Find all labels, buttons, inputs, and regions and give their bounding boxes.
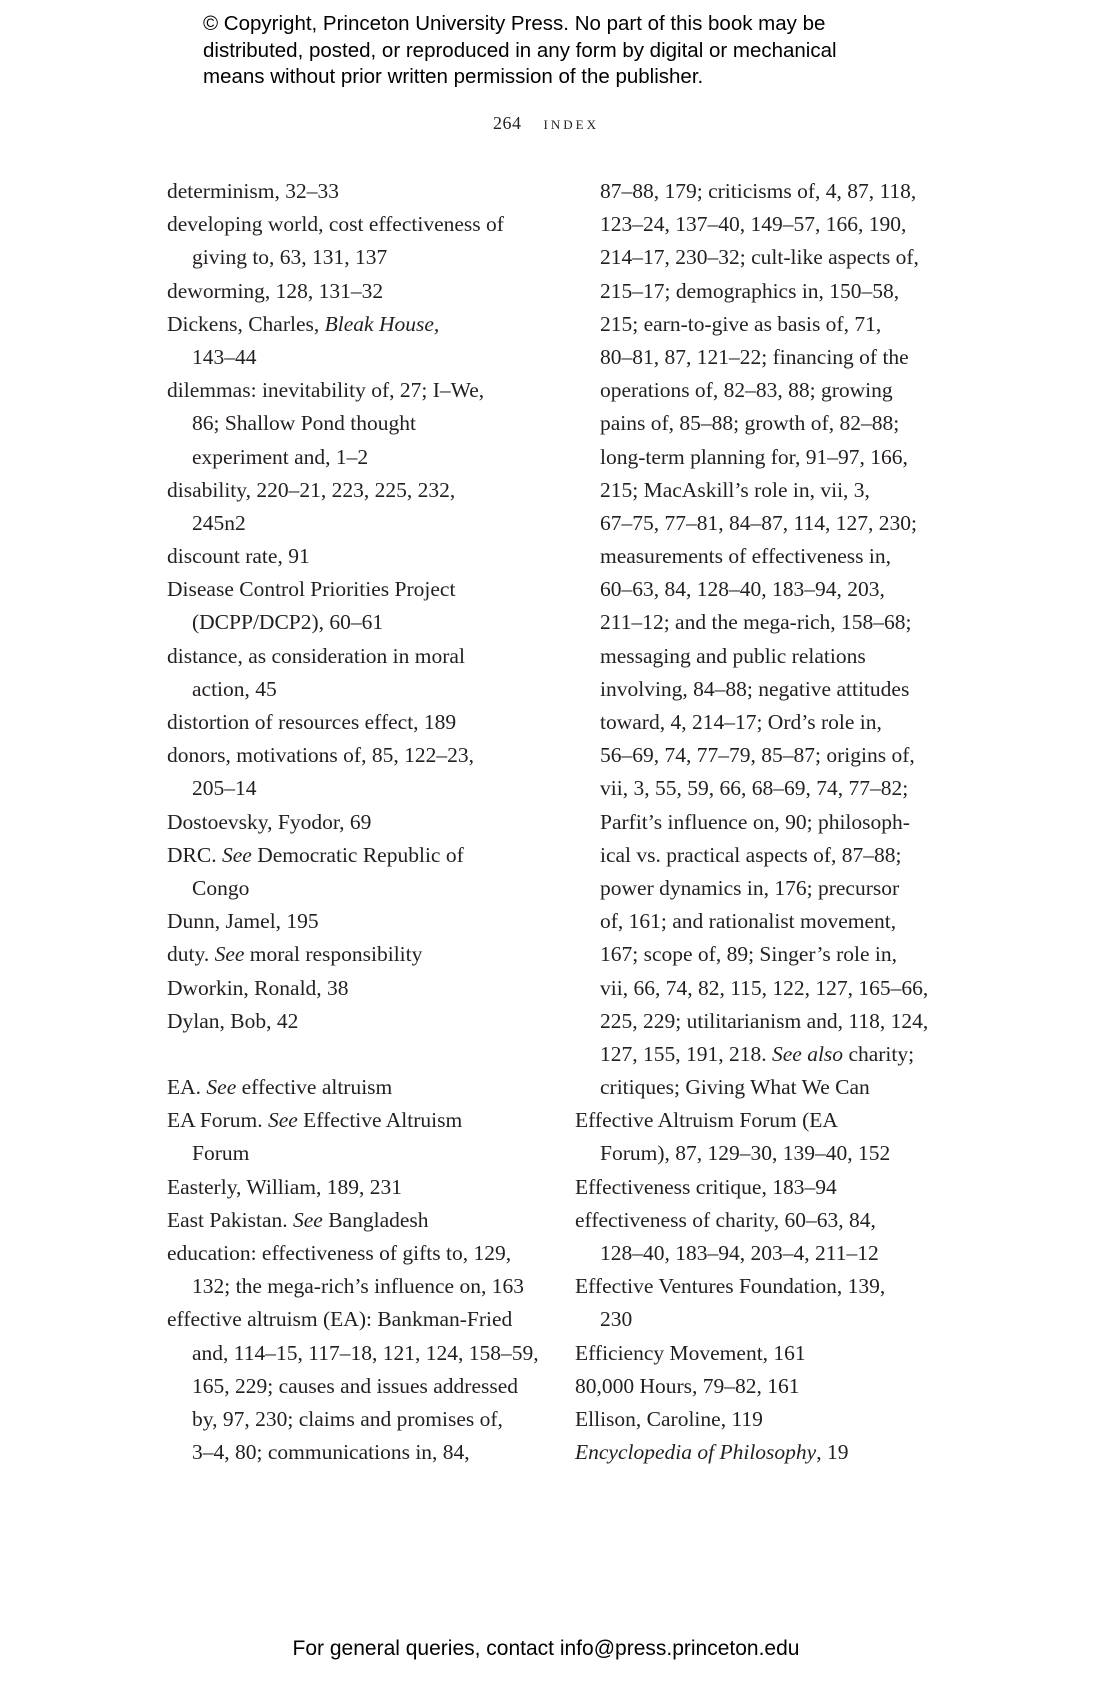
entry-heading-line [167,1171,539,1204]
entry-text: 80,000 Hours, 79–82, 161 [575,1373,800,1398]
entry-text: ical vs. practical aspects of, 87–88; [600,842,902,867]
entry-text: charity; [843,1041,915,1066]
entry-continuation-line [575,341,928,374]
index-entry [167,1237,539,1303]
entry-text: Disease Control Priorities Project [167,577,456,602]
index-entry [575,1370,928,1403]
index-entry [167,573,539,639]
entry-text: effective altruism [236,1075,393,1100]
entry-continuation-line [167,1137,539,1170]
entry-text: disability, 220–21, 223, 225, 232, [167,477,456,502]
entry-heading-line [167,640,539,673]
entry-heading-line [575,1403,928,1436]
entry-text: effectiveness of charity, 60–63, 84, [575,1207,876,1232]
entry-continuation-line [167,1337,539,1370]
entry-text: Efficiency Movement, 161 [575,1340,806,1365]
index-entry [167,474,539,540]
entry-text: (DCPP/DCP2), 60–61 [192,610,384,635]
index-entry [167,1071,539,1104]
entry-heading-line [167,806,539,839]
entry-text: 128–40, 183–94, 203–4, 211–12 [600,1241,879,1265]
entry-heading-line [167,208,539,241]
entry-text: Democratic Republic of [251,842,464,867]
entry-continuation-line [575,308,928,341]
entry-text: Dostoevsky, Fyodor, 69 [167,809,372,834]
index-entry [575,1270,928,1336]
entry-text: 80–81, 87, 121–22; financing of the [600,344,909,369]
section-title: index [543,113,599,134]
entry-text: Dickens, Charles, [167,311,325,336]
entry-text: critiques; Giving What We Can [600,1075,870,1100]
entry-continuation-line [575,474,928,507]
entry-text: 245n2 [192,510,246,535]
footer-contact: For general queries, contact info@press.princeton.edu [292,1637,800,1660]
index-entry [167,374,539,474]
entry-text: Parfit’s influence on, 90; philosoph- [600,809,910,834]
index-entry [167,938,539,971]
entry-continuation-line [167,1403,539,1436]
page-number: 264 [493,113,522,133]
entry-continuation-line [575,706,928,739]
index-entry [167,640,539,706]
copyright-line: means without prior written permission of the publisher. [203,65,704,88]
entry-continuation-line [575,739,928,772]
italic-text: Bleak House, [324,311,440,336]
entry-text: 87–88, 179; criticisms of, 4, 87, 118, [600,179,917,203]
entry-heading-line [575,1270,928,1303]
index-entry [167,208,539,274]
entry-text: , 19 [816,1440,849,1465]
italic-text: See [214,942,245,967]
entry-heading-line [167,573,539,606]
entry-continuation-line [575,540,928,573]
entry-text: East Pakistan. [167,1207,293,1232]
entry-heading-line [167,1237,539,1270]
index-column-right [575,175,928,1469]
entry-text: 86; Shallow Pond thought [192,411,416,436]
entry-continuation-line [575,972,928,1005]
entry-text: 60–63, 84, 128–40, 183–94, 203, [600,577,885,602]
entry-text: toward, 4, 214–17; Ord’s role in, [600,710,882,734]
entry-heading-line [575,1104,928,1137]
entry-text: 211–12; and the mega-rich, 158–68; [600,610,912,635]
entry-continuation-line [575,573,928,606]
entry-continuation-line [575,1137,928,1170]
index-entry [167,1005,539,1038]
entry-text: Effective Altruism [297,1108,463,1133]
entry-text: 56–69, 74, 77–79, 85–87; origins of, [600,743,915,768]
entry-text: EA Forum. [167,1108,268,1133]
entry-continuation-line [167,606,539,639]
entry-heading-line [167,1303,539,1336]
entry-text: Effective Altruism Forum (EA [575,1108,838,1133]
entry-text: 215; earn-to-give as basis of, 71, [600,311,882,336]
entry-text: action, 45 [192,676,277,701]
entry-heading-line [575,1337,928,1370]
index-entry [167,1303,539,1469]
entry-text: Easterly, William, 189, 231 [167,1174,402,1199]
entry-continuation-line [167,1436,539,1469]
index-entry [167,905,539,938]
entry-text: Dunn, Jamel, 195 [167,909,319,934]
entry-text: of, 161; and rationalist movement, [600,909,897,934]
entry-heading-line [575,1436,928,1469]
entry-text: 215–17; demographics in, 150–58, [600,278,900,303]
entry-continuation-line [167,441,539,474]
entry-text: 132; the mega-rich’s influence on, 163 [192,1274,524,1299]
running-head [0,113,1092,135]
index-entry [167,308,539,374]
index-entry [575,1403,928,1436]
entry-text: 3–4, 80; communications in, 84, [192,1440,470,1465]
entry-text: discount rate, 91 [167,544,310,569]
copyright-notice [203,11,837,91]
entry-text: pains of, 85–88; growth of, 82–88; [600,411,900,436]
entry-text: determinism, 32–33 [167,179,339,203]
entry-continuation-line [575,905,928,938]
entry-text: 143–44 [192,344,257,369]
entry-continuation-line [167,1370,539,1403]
entry-text: moral responsibility [244,942,423,967]
entry-heading-line [167,938,539,971]
entry-text: distance, as consideration in moral [167,643,465,668]
entry-text: and, 114–15, 117–18, 121, 124, 158–59, [192,1340,539,1365]
entry-text: Bangladesh [322,1207,429,1232]
entry-continuation-line [575,1005,928,1038]
entry-heading-line [167,474,539,507]
entry-text: 214–17, 230–32; cult-like aspects of, [600,245,919,270]
index-column-left [167,175,539,1469]
entry-heading-line [167,1005,539,1038]
entry-heading-line [167,739,539,772]
entry-continuation-line [167,1270,539,1303]
entry-text: Effective Ventures Foundation, 139, [575,1274,886,1299]
entry-text: effective altruism (EA): Bankman-Fried [167,1307,513,1332]
entry-continuation-line [167,507,539,540]
entry-text: operations of, 82–83, 88; growing [600,378,893,403]
entry-text: Effectiveness critique, 183–94 [575,1174,837,1199]
italic-text: See also [772,1041,844,1066]
entry-heading-line [575,1370,928,1403]
index-entry [167,1104,539,1170]
entry-text: 165, 229; causes and issues addressed [192,1373,519,1398]
index-entry-continued [575,175,928,1104]
entry-text: deworming, 128, 131–32 [167,278,384,303]
entry-text: long-term planning for, 91–97, 166, [600,444,908,469]
index-entry [167,706,539,739]
entry-text: DRC. [167,842,222,867]
entry-continuation-line [575,275,928,308]
entry-text: Dworkin, Ronald, 38 [167,975,349,1000]
entry-continuation-line [575,208,928,241]
italic-text: See [206,1075,237,1100]
entry-continuation-line [575,175,928,208]
entry-continuation-line [575,441,928,474]
entry-continuation-line [575,673,928,706]
entry-continuation-line [575,606,928,639]
entry-heading-line [167,706,539,739]
entry-text: 123–24, 137–40, 149–57, 166, 190, [600,212,907,237]
copyright-line: distributed, posted, or reproduced in any form by digital or mechanical [203,38,837,62]
entry-continuation-line [575,806,928,839]
entry-text: Congo [192,875,250,900]
entry-continuation-line [575,507,928,540]
italic-text: Encyclopedia of Philosophy [575,1440,817,1465]
entry-continuation-line [167,772,539,805]
index-entry [167,540,539,573]
entry-text: 225, 229; utilitarianism and, 118, 124, [600,1008,929,1033]
entry-continuation-line [575,1071,928,1104]
entry-text: 167; scope of, 89; Singer’s role in, [600,942,897,967]
index-entry [575,1171,928,1204]
entry-continuation-line [575,772,928,805]
entry-text: duty. [167,942,215,967]
entry-heading-line [167,374,539,407]
entry-text: involving, 84–88; negative attitudes [600,676,910,701]
index-entry [575,1436,928,1469]
entry-continuation-line [575,640,928,673]
entry-text: developing world, cost effectiveness of [167,212,504,237]
entry-text: Ellison, Caroline, 119 [575,1406,763,1431]
entry-continuation-line [575,872,928,905]
index-entry [575,1337,928,1370]
entry-text: Forum [192,1141,250,1166]
entry-heading-line [167,1204,539,1237]
entry-text: Dylan, Bob, 42 [167,1008,299,1033]
index-entry [167,739,539,805]
index-entry [167,839,539,905]
entry-heading-line [167,1071,539,1104]
entry-text: 127, 155, 191, 218. [600,1041,772,1066]
entry-continuation-line [167,407,539,440]
entry-continuation-line [167,241,539,274]
entry-text: vii, 66, 74, 82, 115, 122, 127, 165–66, [600,975,929,1000]
entry-continuation-line [575,839,928,872]
entry-text: experiment and, 1–2 [192,444,369,469]
entry-text: Forum), 87, 129–30, 139–40, 152 [600,1141,891,1166]
italic-text: See [293,1207,323,1232]
entry-heading-line [167,175,539,208]
entry-text: dilemmas: inevitability of, 27; I–We, [167,378,485,403]
entry-text: 215; MacAskill’s role in, vii, 3, [600,477,870,502]
index-entry [167,1171,539,1204]
entry-text: donors, motivations of, 85, 122–23, [167,743,474,768]
entry-text: distortion of resources effect, 189 [167,710,457,734]
entry-text: 67–75, 77–81, 84–87, 114, 127, 230; [600,510,917,535]
entry-text: power dynamics in, 176; precursor [600,875,900,900]
entry-continuation-line [575,374,928,407]
entry-continuation-line [575,938,928,971]
entry-continuation-line [167,341,539,374]
entry-text: 205–14 [192,776,257,801]
entry-heading-line [167,308,539,341]
entry-text: measurements of effectiveness in, [600,544,891,569]
index-entry [167,1204,539,1237]
italic-text: See [267,1108,298,1133]
entry-text: 230 [600,1307,633,1332]
entry-heading-line [575,1204,928,1237]
entry-heading-line [167,540,539,573]
entry-text: messaging and public relations [600,643,866,668]
entry-continuation-line [167,673,539,706]
entry-text: giving to, 63, 131, 137 [192,245,388,270]
entry-text: vii, 3, 55, 59, 66, 68–69, 74, 77–82; [600,776,909,801]
letter-group-separator [167,1038,539,1071]
entry-continuation-line [575,1237,928,1270]
italic-text: See [221,842,252,867]
entry-heading-line [167,839,539,872]
entry-text: by, 97, 230; claims and promises of, [192,1406,503,1431]
index-entry [167,806,539,839]
entry-heading-line [167,905,539,938]
index-entry [167,175,539,208]
entry-continuation-line [575,407,928,440]
entry-continuation-line [575,241,928,274]
index-entry [575,1104,928,1170]
copyright-line: © Copyright, Princeton University Press. No part of this book may be [203,12,826,35]
entry-continuation-line [167,872,539,905]
index-entry [167,972,539,1005]
entry-heading-line [167,275,539,308]
entry-heading-line [575,1171,928,1204]
entry-continuation-line [575,1303,928,1336]
entry-text: education: effectiveness of gifts to, 129, [167,1241,512,1265]
entry-heading-line [167,972,539,1005]
entry-heading-line [167,1104,539,1137]
entry-text: EA. [167,1075,207,1100]
index-entry [167,275,539,308]
entry-continuation-line [575,1038,928,1071]
index-entry [575,1204,928,1270]
